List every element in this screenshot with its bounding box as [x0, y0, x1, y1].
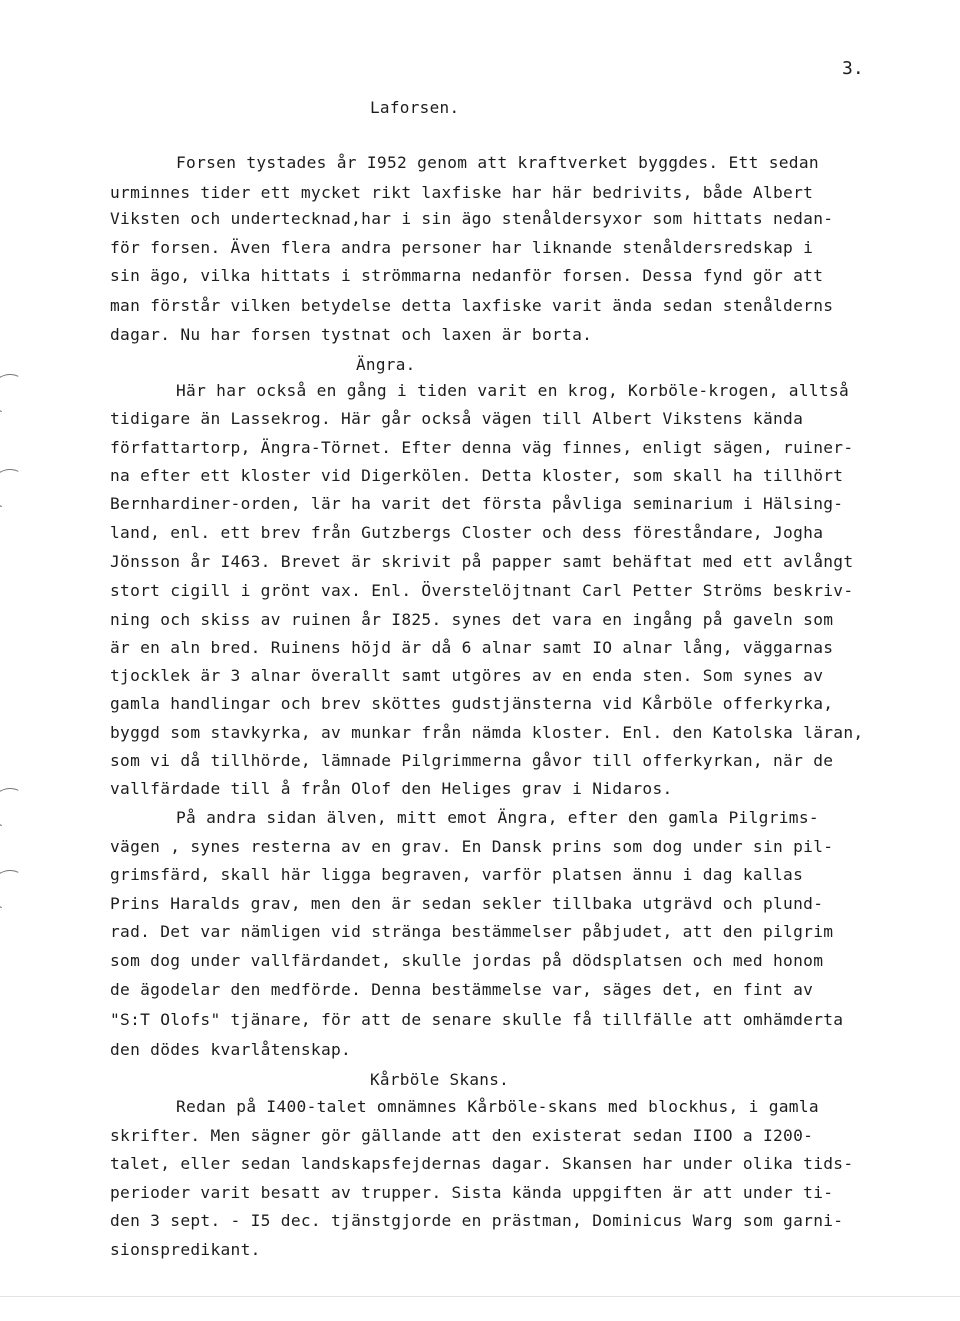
text-line: stort cigill i grönt vax. Enl. Överstelöjtnant Carl Petter Ströms beskriv-	[110, 581, 854, 600]
section-heading: Kårböle Skans.	[370, 1070, 510, 1089]
text-line: na efter ett kloster vid Digerkölen. Detta kloster, som skall ha tillhört	[110, 466, 844, 485]
text-line: På andra sidan älven, mitt emot Ängra, efter den gamla Pilgrims-	[176, 808, 819, 827]
punch-hole-mark	[0, 368, 36, 419]
punch-hole-mark	[0, 864, 36, 915]
text-line: Här har också en gång i tiden varit en krog, Korböle-krogen, alltså	[176, 381, 850, 400]
text-line: Jönsson år I463. Brevet är skrivit på papper samt behäftat med ett avlångt	[110, 552, 854, 571]
text-line: ning och skiss av ruinen år I825. synes det vara en ingång på gaveln som	[110, 610, 834, 629]
text-line: Prins Haralds grav, men den är sedan sekler tillbaka utgrävd och plund-	[110, 894, 824, 913]
text-line: "S:T Olofs" tjänare, för att de senare skulle få tillfälle att omhämderta	[110, 1010, 844, 1029]
text-line: Bernhardiner-orden, lär ha varit det första påvliga seminarium i Hälsing-	[110, 494, 844, 513]
text-line: sin ägo, vilka hittats i strömmarna nedanför forsen. Dessa fynd gör att	[110, 266, 824, 285]
text-line: skrifter. Men sägner gör gällande att den existerat sedan IIOO a I200-	[110, 1126, 814, 1145]
page-number: 3.	[842, 58, 864, 79]
text-line: är en aln bred. Ruinens höjd är då 6 alnar samt IO alnar lång, väggarnas	[110, 638, 834, 657]
text-line: sionspredikant.	[110, 1240, 261, 1259]
text-line: vallfärdade till å från Olof den Heliges grav i Nidaros.	[110, 779, 673, 798]
section-heading: Ängra.	[356, 355, 416, 374]
text-line: den dödes kvarlåtenskap.	[110, 1040, 352, 1059]
text-line: talet, eller sedan landskapsfejdernas dagar. Skansen har under olika tids-	[110, 1154, 854, 1173]
text-line: gamla handlingar och brev sköttes gudstjänsterna vid Kårböle offerkyrka,	[110, 694, 834, 713]
text-line: perioder varit besatt av trupper. Sista kända uppgiften är att under ti-	[110, 1183, 834, 1202]
text-line: som dog under vallfärdandet, skulle jordas på dödsplatsen och med honom	[110, 951, 824, 970]
text-line: dagar. Nu har forsen tystnat och laxen är borta.	[110, 325, 593, 344]
text-line: författartorp, Ängra-Törnet. Efter denna väg finnes, enligt sägen, ruiner-	[110, 438, 854, 457]
text-line: för forsen. Även flera andra personer har liknande stenåldersredskap i	[110, 238, 814, 257]
text-line: tjocklek är 3 alnar överallt samt utgöres av en enda sten. Som synes av	[110, 666, 824, 685]
text-line: den 3 sept. - I5 dec. tjänstgjorde en prästman, Dominicus Warg som garni-	[110, 1211, 844, 1230]
punch-hole-mark	[0, 782, 36, 833]
text-line: som vi då tillhörde, lämnade Pilgrimmerna gåvor till offerkyrkan, när de	[110, 751, 834, 770]
text-line: tidigare än Lassekrog. Här går också vägen till Albert Vikstens kända	[110, 409, 804, 428]
text-line: vägen , synes resterna av en grav. En Dansk prins som dog under sin pil-	[110, 837, 834, 856]
text-line: urminnes tider ett mycket rikt laxfiske har här bedrivits, både Albert	[110, 183, 814, 202]
text-line: grimsfärd, skall här ligga begraven, varför platsen ännu i dag kallas	[110, 865, 804, 884]
text-line: rad. Det var nämligen vid stränga bestämmelser påbjudet, att den pilgrim	[110, 922, 834, 941]
section-heading: Laforsen.	[370, 98, 460, 117]
text-line: land, enl. ett brev från Gutzbergs Closter och dess föreståndare, Jogha	[110, 523, 824, 542]
text-line: Forsen tystades år I952 genom att kraftverket byggdes. Ett sedan	[176, 153, 819, 172]
page-edge-divider	[0, 1296, 960, 1297]
text-line: Viksten och undertecknad,har i sin ägo stenåldersyxor som hittats nedan-	[110, 209, 834, 228]
text-line: Redan på I400-talet omnämnes Kårböle-skans med blockhus, i gamla	[176, 1097, 819, 1116]
punch-hole-mark	[0, 463, 36, 514]
text-line: man förstår vilken betydelse detta laxfiske varit ända sedan stenålderns	[110, 296, 834, 315]
text-line: byggd som stavkyrka, av munkar från nämda kloster. Enl. den Katolska läran,	[110, 723, 864, 742]
text-line: de ägodelar den medförde. Denna bestämmelse var, säges det, en fint av	[110, 980, 814, 999]
